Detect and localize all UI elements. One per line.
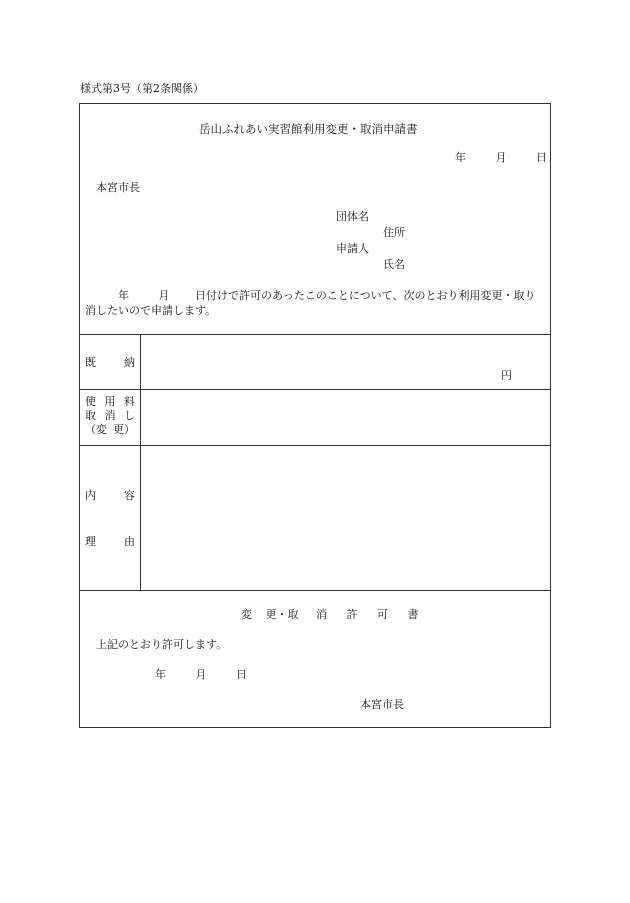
applicant-label: 申請人 — [336, 242, 369, 255]
yen-unit: 円 — [501, 369, 512, 382]
application-title: 岳山ふれあい実習館利用変更・取消申請書 — [199, 122, 418, 136]
name-label: 氏名 — [383, 258, 405, 271]
cancel-fee-label: 使 用 料 取 消 し （変 更） — [85, 395, 135, 436]
group-name-label: 団体名 — [336, 210, 369, 223]
permit-date: 年 月 日 — [155, 668, 247, 681]
form-number: 様式第3号（第2条関係） — [80, 82, 204, 95]
divider — [80, 445, 550, 446]
reason-label: 理 由 — [85, 535, 135, 548]
permit-issuer: 本宮市長 — [360, 698, 404, 711]
divider — [80, 590, 550, 591]
divider — [80, 334, 550, 335]
body-line-2: 消したいので申請します。 — [85, 304, 217, 317]
body-line-1 — [118, 289, 535, 303]
body-rest: 日付けで許可のあったこのことについて、次のとおり利用変更・取り — [195, 289, 536, 302]
application-form-frame — [79, 103, 551, 728]
permit-text: 上記のとおり許可します。 — [96, 638, 228, 651]
date-day: 日 — [536, 151, 547, 164]
content-label: 内 容 — [85, 489, 135, 502]
date-month: 月 — [495, 151, 507, 164]
body-month: 月 — [158, 289, 170, 302]
body-year: 年 — [118, 289, 129, 302]
label-column-divider — [140, 334, 141, 590]
divider — [80, 389, 550, 390]
permit-title: 変 更・取 消 許 可 書 — [241, 608, 419, 621]
date-year: 年 — [455, 151, 466, 164]
address-label: 住所 — [383, 226, 405, 239]
paid-label: 既 納 — [85, 356, 135, 369]
addressee: 本宮市長 — [96, 181, 140, 194]
application-date — [455, 151, 547, 165]
